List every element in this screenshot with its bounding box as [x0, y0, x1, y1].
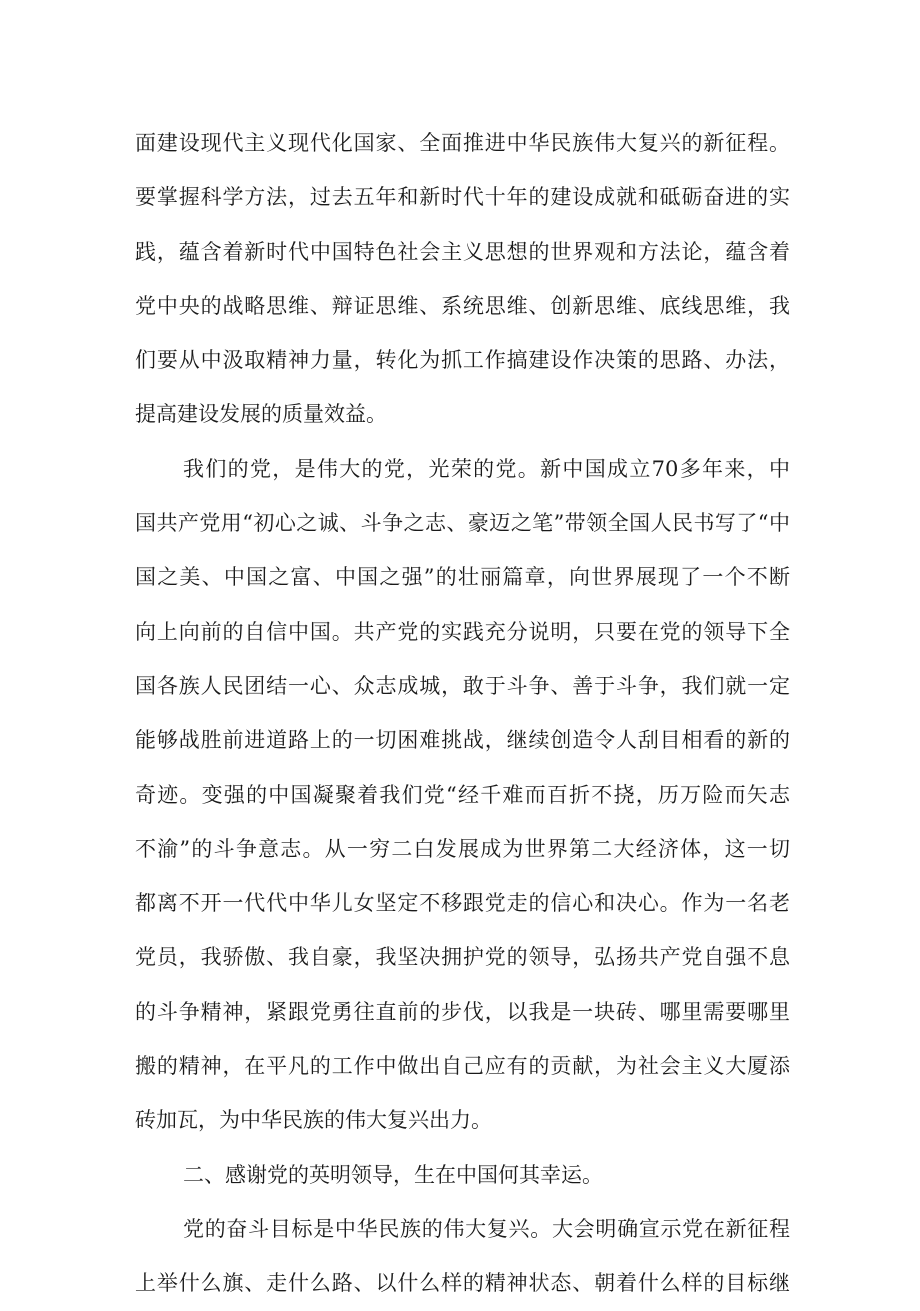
text-line-6: 提高建设发展的质量效益。 — [135, 402, 387, 427]
text-line-16: 党员，我骄傲、我自豪，我坚决拥护党的领导，弘扬共产党自强不息 — [135, 945, 790, 970]
text-line-4: 党中央的战略思维、辩证思维、系统思维、创新思维、底线思维，我 — [135, 293, 790, 318]
text-line-11: 国各族人民团结一心、众志成城，敢于斗争、善于斗争，我们就一定 — [135, 673, 790, 698]
text-line-15: 都离不开一代代中华儿女坚定不移跟党走的信心和决心。作为一名老 — [135, 891, 790, 916]
document-body — [135, 116, 790, 1311]
text-line-14: 不渝”的斗争意志。从一穷二白发展成为世界第二大经济体，这一切 — [135, 836, 790, 861]
text-line-22: 上举什么旗、走什么路、以什么样的精神状态、朝着什么样的目标继 — [135, 1271, 790, 1296]
text-line-19: 砖加瓦，为中华民族的伟大复兴出力。 — [135, 1108, 492, 1133]
text-line-2: 要掌握科学方法，过去五年和新时代十年的建设成就和砥砺奋进的实 — [135, 185, 790, 210]
text-line-1: 面建设现代主义现代化国家、全面推进中华民族伟大复兴的新征程。 — [135, 131, 790, 155]
text-line-3: 践，蕴含着新时代中国特色社会主义思想的世界观和方法论，蕴含着 — [135, 239, 790, 264]
section-heading: 二、感谢党的英明领导，生在中国何其幸运。 — [183, 1162, 603, 1187]
text-line-18: 搬的精神，在平凡的工作中做出自己应有的贡献，为社会主义大厦添 — [135, 1054, 790, 1079]
text-line-13: 奇迹。变强的中国凝聚着我们党“经千难而百折不挠，历万险而矢志 — [135, 782, 790, 807]
text-line-10: 向上向前的自信中国。共产党的实践充分说明，只要在党的领导下全 — [135, 619, 790, 644]
text-line-21: 党的奋斗目标是中华民族的伟大复兴。大会明确宣示党在新征程 — [183, 1216, 790, 1241]
text-line-7: 我们的党，是伟大的党，光荣的党。新中国成立70多年来，中 — [183, 456, 790, 481]
text-line-12: 能够战胜前进道路上的一切困难挑战，继续创造令人刮目相看的新的 — [135, 728, 790, 753]
text-line-5: 们要从中汲取精神力量，转化为抓工作搞建设作决策的思路、办法， — [135, 348, 790, 373]
text-line-17: 的斗争精神，紧跟党勇往直前的步伐，以我是一块砖、哪里需要哪里 — [135, 999, 790, 1024]
text-line-9: 国之美、中国之富、中国之强”的壮丽篇章，向世界展现了一个不断 — [135, 565, 790, 590]
text-line-8: 国共产党用“初心之诚、斗争之志、豪迈之笔”带领全国人民书写了“中 — [135, 511, 790, 536]
